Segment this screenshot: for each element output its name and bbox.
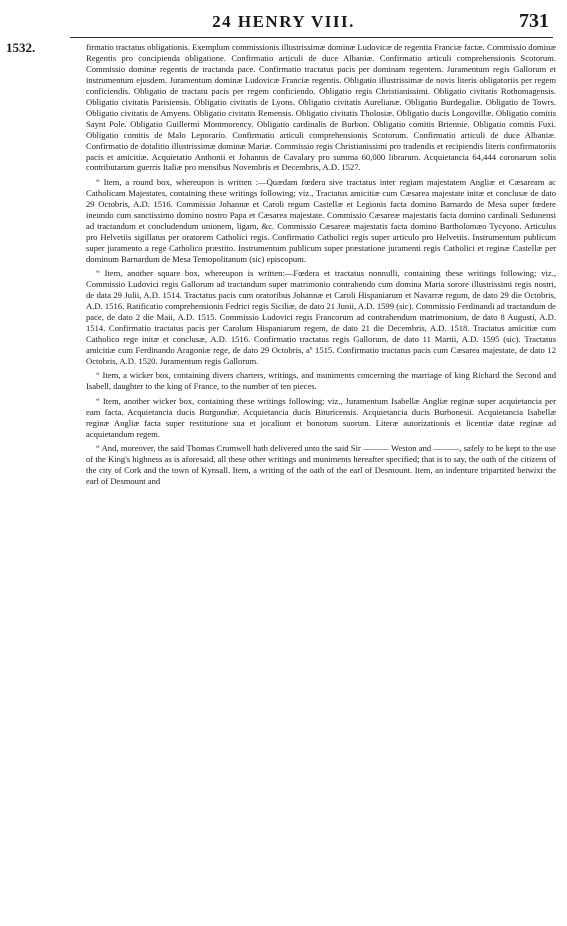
page-number: 731: [519, 10, 549, 32]
running-head: [0, 8, 567, 38]
paragraph: “ Item, another wicker box, containing these writings following; viz., Juramentum Isabellæ Angliæ reginæ super acquietancia per eam facta. Acquietancia ducis Burgundiæ. Acquietancia ducis Bituricensis. Acquietancia ducis Burbonesii. Acquietancia Isabellæ reginæ Angliæ facta super restitutione sua et jocalium et bonorum suorum. Literæ autorizationis et licentiæ datæ reginæ ad acquietandum regem.: [86, 395, 556, 439]
header-rule: [70, 37, 553, 38]
paragraph: “ Item, another square box, whereupon is written:—Fœdera et tractatus nonnulli, containing these writings following; viz., Commissio Ludovici regis Gallorum ad tractandum super matrimonio contrahendo cum domina Maria sorore illustrissimi regis nostri, de data 29 Julii, A.D. 1514. Tractatus pacis cum oratoribus Johannæ et Caroli Hispaniarum et Navarræ regum, de dato 29 die Octobris, A.D. 1516. Ratificatio comprehensionis Fedrici regis Siciliæ, de dato 21 Junii, A.D. 1599 (sic). Commissio Ferdinandi ad tractandum de pace, de dato 2 die Maii, A.D. 1515. Commissio Ludovici regis Francorum ad contrahendum matrimonium, de dato 8 Augusti, A.D. 1514. Confirmatio tractatus pacis per Carolum Hispaniarum regem, de dato 21 die Decembris, A.D. 1518. Tractatus amicitiæ cum Catholico rege initæ et conclusæ, A.D. 1516. Confirmatio tractatus regis Gallorum, de dato 11 Martii, A.D. 1595 (sic). Tractatus amicitiæ cum Ferdinando Aragoniæ rege, de dato 29 Octobris, aº 1515. Confirmatio tractatus pacis cum Cæsarea majestate, de dato 12 Octobris, A.D. 1520. Juramentum regis Gallorum.: [86, 268, 556, 366]
paragraph: “ And, moreover, the said Thomas Crumwell hath delivered unto the said Sir ——— Weston and ———, safely to be kept to the use of the King's highness as is aforesaid, all these other writings and muniments hereafter specified; that is to say, the oath of the citizens of the city of Cork and the town of Kynsall. Item, a writing of the oath of the earl of Desmount. Item, an indenture tripartited betwixt the earl of Desmount and: [86, 443, 556, 487]
year-margin-note: 1532.: [6, 40, 36, 55]
paragraph: “ Item, a round box, whereupon is written :—Quædam fœdera sive tractatus inter regiam majestatem Angliæ et Cæsaream ac Catholicam Majestates, containing these writings following; viz., Tractatus amicitiæ cum Cæsarea majestate initæ et conclusæ de dato 29 Octobris, A.D. 1516. Commissio Johannæ et Caroli regum Castellæ et Legionis facta domino Barnardo de Mesa super fœdere ineundo cum sanctissimo domino nostro Papa et Cæsarea majestate. Commissio Cæsareæ majestatis facta domino cardinali Sedunensi ad tractandum et concludendum unionem, ligam, &c. Commissio Cæsareæ majestatis facta domino Bartholomæo Tycyono. Articulus pro Helvetiis sigillatus per oratorem Catholici regis. Confirmatio Catholici regis super articulo pro Helvetiis. Instrumentum publicum super juramento a rege Catholico præstito. Instrumentum publicum super præstatione juramenti regis Catholici et reginæ Castellæ per dominum Barnardum de Mesa Temopolitanum (sic) episcopum.: [86, 177, 556, 264]
paragraph: “ Item, a wicker box, containing divers charters, writings, and muniments concerning the marriage of king Richard the Second and Isabell, daughter to the king of France, to the number of ten pieces.: [86, 370, 556, 392]
running-title: 24 HENRY VIII.: [212, 12, 355, 31]
paragraph: firmatio tractatus obligationis. Exemplum commissionis illustrissimæ dominæ Ludovicæ de regentia Franciæ factæ. Commissio dominæ Regentis pro concipienda obligatione. Confirmatio articuli de duce Albaniæ. Confirmatio articuli comprehensionis Scotorum. Commissio dominæ regentis de tractanda pace. Confirmatio tractatus pacis per dominam regentem. Juramentum regis Gallorum et instrumentum ejusdem. Juramentum dominæ Ludovicæ Franciæ regentis. Obligatio illustrissimæ de novis literis obligatoriis per regem conficiendis. Obligatio de tractatu pacis per regem conficiendo. Obligatio regis Christianissimi. Obligatio civitatis Rothomagensis. Obligatio civitatis Parisiensis. Obligatio civitatis de Lyons. Obligatio civitatis Aurelianæ. Obligatio Burdegaliæ. Obligatio de Towrs. Obligatio civitatis de Amyens. Obligatio civitatis Remensis. Obligatio civitatis Tholosiæ. Obligatio ducis Longovillæ. Obligatio comitis Saynt Pole. Obligatio Guillermi Montmorency. Obligatio cardinalis de Burbon. Obligatio comitis Briennie. Obligatio comitis Fuxi. Obligatio comitis de Malo Leporario. Confirmatio articuli comprehensionis Scotorum. Confirmatio articuli de duce Albaniæ. Confirmatio de dotalitio illustrissimæ dominæ Mariæ. Commissio regis Christianissimi pro tradendis et recipiendis literis confirmatoriis pacis et amicitiæ. Acquietatio Anthonii et Johannis de Cavalary pro summa 60,000 librarum. Acquietancia 64,444 coronarum solis contributarum guerris Italiæ pro mensibus Novembris et Decembris, A.D. 1527.: [86, 42, 556, 173]
body-text: [86, 42, 556, 491]
